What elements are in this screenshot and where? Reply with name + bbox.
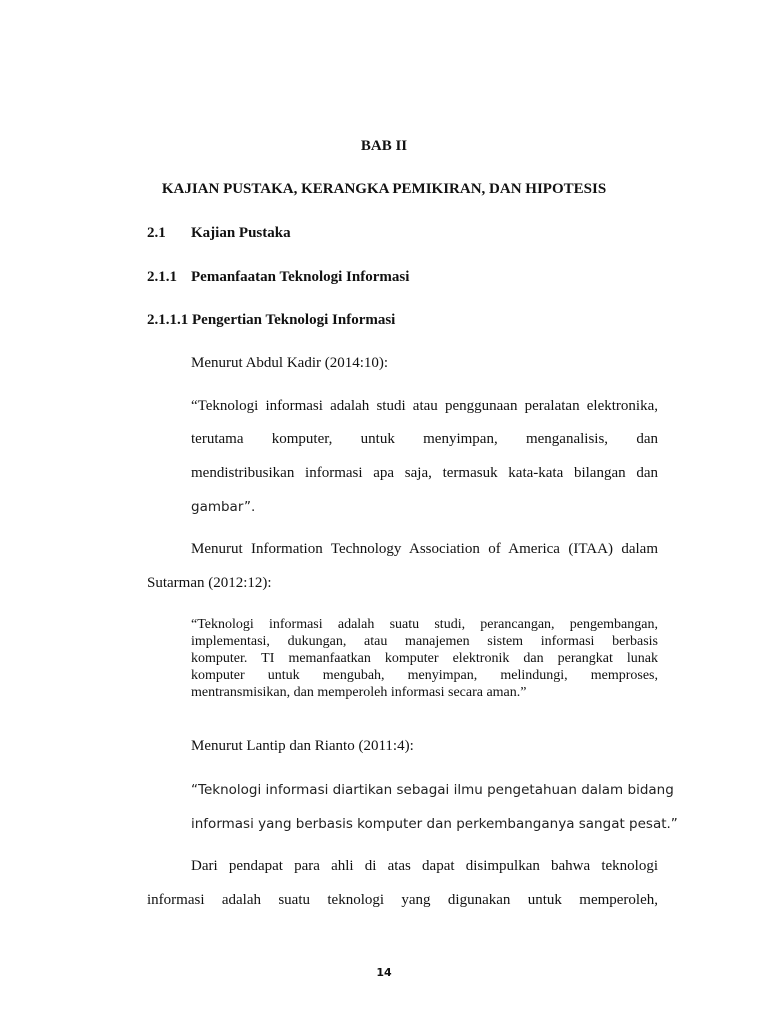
intro-itaa-line-2: Sutarman (2012:12):: [147, 575, 272, 591]
heading-2-1-1-text: Pemanfaatan Teknologi Informasi: [191, 269, 410, 285]
block-quote-itaa: [191, 616, 658, 701]
conclusion-line: informasi adalah suatu teknologi yang digunakan untuk memperoleh,: [147, 892, 658, 908]
block-quote-line: implementasi, dukungan, atau manajemen sistem informasi berbasis: [191, 634, 658, 649]
intro-lantip-rianto: Menurut Lantip dan Rianto (2011:4):: [191, 738, 414, 754]
conclusion-line: Dari pendapat para ahli di atas dapat disimpulkan bahwa teknologi: [191, 858, 658, 874]
intro-itaa-line: Menurut Information Technology Association of America (ITAA) dalam: [191, 541, 658, 557]
heading-2-1-text: Kajian Pustaka: [191, 225, 291, 241]
chapter-subtitle: KAJIAN PUSTAKA, KERANGKA PEMIKIRAN, DAN HIPOTESIS: [161, 181, 607, 197]
block-quote-line: mentransmisikan, dan memperoleh informasi secara aman.”: [191, 685, 527, 700]
intro-abdul-kadir: Menurut Abdul Kadir (2014:10):: [191, 355, 389, 371]
heading-2-1-number: 2.1: [147, 225, 166, 241]
chapter-title: BAB II: [360, 138, 408, 154]
quote1-line-last: gambar”.: [191, 499, 256, 515]
quote1-line: terutama komputer, untuk menyimpan, menganalisis, dan: [191, 431, 658, 447]
quote1-line: mendistribusikan informasi apa saja, termasuk kata-kata bilangan dan: [191, 465, 658, 481]
block-quote-line: “Teknologi informasi adalah suatu studi, perancangan, pengembangan,: [191, 617, 658, 632]
heading-2-1-1-number: 2.1.1: [147, 269, 177, 285]
block-quote-line: komputer untuk mengubah, menyimpan, melindungi, memproses,: [191, 668, 658, 683]
quote3-line-last: informasi yang berbasis komputer dan perkembanganya sangat pesat.”: [191, 816, 678, 832]
quote1-line: “Teknologi informasi adalah studi atau penggunaan peralatan elektronika,: [191, 398, 658, 414]
heading-2-1-1-1: 2.1.1.1 Pengertian Teknologi Informasi: [147, 312, 396, 328]
block-quote-line: komputer. TI memanfaatkan komputer elektronik dan perangkat lunak: [191, 651, 658, 666]
page-number: 14: [376, 966, 392, 979]
quote3-line: “Teknologi informasi diartikan sebagai ilmu pengetahuan dalam bidang: [191, 782, 674, 798]
